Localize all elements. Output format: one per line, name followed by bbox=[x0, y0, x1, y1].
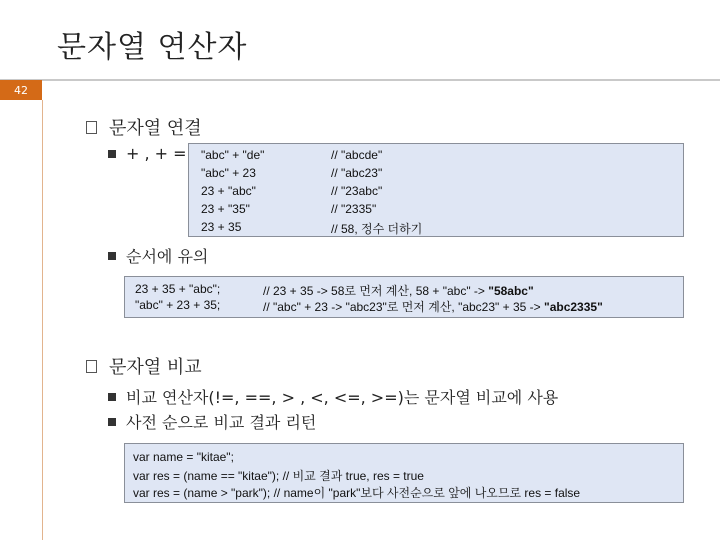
order-comment-line bbox=[263, 298, 603, 315]
compare-bullet-text: 비교 연산자(!=, ==, > , <, <=, >=)는 문자열 비교에 사용 bbox=[126, 388, 559, 407]
concat-comment: // "abcde" bbox=[331, 148, 383, 162]
order-result: "abc2335" bbox=[544, 300, 603, 314]
left-margin-rule bbox=[42, 100, 43, 540]
compare-bullet-item bbox=[108, 410, 316, 433]
order-comment-line bbox=[263, 282, 534, 299]
checkbox-bullet-icon bbox=[86, 360, 97, 373]
concat-code: 23 + "35" bbox=[201, 202, 250, 216]
order-code-box bbox=[124, 276, 684, 318]
square-bullet-icon bbox=[108, 150, 116, 158]
concat-heading: 문자열 연결 bbox=[109, 118, 202, 139]
concat-code: "abc" + 23 bbox=[201, 166, 256, 180]
order-heading: 순서에 유의 bbox=[126, 247, 209, 266]
concat-code-box bbox=[188, 143, 684, 237]
checkbox-bullet-icon bbox=[86, 121, 97, 134]
concat-comment: // "23abc" bbox=[331, 184, 383, 198]
concat-code: 23 + "abc" bbox=[201, 184, 256, 198]
slide-title: 문자열 연산자 bbox=[57, 30, 248, 65]
concat-comment: // 58, 정수 더하기 bbox=[331, 222, 423, 236]
order-comment: // "abc" + 23 -> "abc23"로 먼저 계산, "abc23" + 35 -> bbox=[263, 300, 544, 314]
title-divider bbox=[0, 79, 720, 81]
order-code: "abc" + 23 + 35; bbox=[135, 298, 221, 312]
order-heading-item bbox=[108, 244, 208, 267]
square-bullet-icon bbox=[108, 418, 116, 426]
order-comment: // 23 + 35 -> 58로 먼저 계산, 58 + "abc" -> bbox=[263, 284, 489, 298]
compare-heading-item bbox=[86, 353, 202, 379]
compare-bullet-text: 사전 순으로 비교 결과 리턴 bbox=[126, 413, 317, 432]
concat-ops-label: + , + = bbox=[126, 144, 187, 163]
concat-code: "abc" + "de" bbox=[201, 148, 265, 162]
square-bullet-icon bbox=[108, 252, 116, 260]
concat-comment: // "2335" bbox=[331, 202, 377, 216]
compare-code-line: var res = (name == "kitae"); // 비교 결과 true, res = true bbox=[133, 469, 424, 483]
compare-heading: 문자열 비교 bbox=[109, 357, 202, 378]
compare-bullet-item bbox=[108, 385, 558, 408]
order-result: "58abc" bbox=[488, 284, 534, 298]
order-code: 23 + 35 + "abc"; bbox=[135, 282, 221, 296]
compare-code-box bbox=[124, 443, 684, 503]
compare-code-line: var name = "kitae"; bbox=[133, 450, 234, 464]
concat-comment: // "abc23" bbox=[331, 166, 383, 180]
concat-heading-item bbox=[86, 114, 202, 140]
square-bullet-icon bbox=[108, 393, 116, 401]
concat-ops-item bbox=[108, 144, 187, 163]
compare-code-line: var res = (name > "park"); // name이 "park"보다 사전순으로 앞에 나오므로 res = false bbox=[133, 486, 581, 500]
concat-code: 23 + 35 bbox=[201, 220, 242, 234]
page-number-badge: 42 bbox=[0, 80, 42, 100]
